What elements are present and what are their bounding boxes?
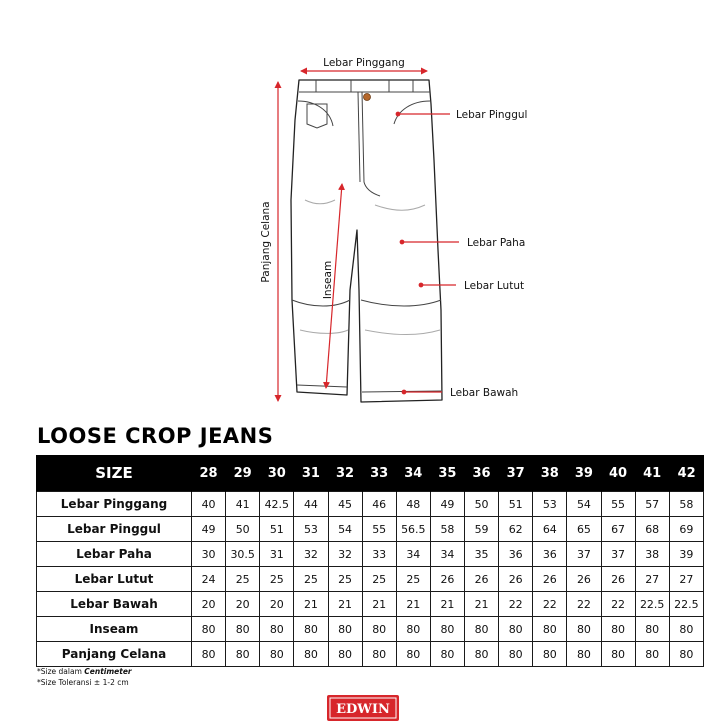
label-inseam: Inseam [322,260,334,300]
table-cell: 31 [260,542,294,567]
table-cell: 22.5 [669,592,703,617]
size-header-33: 33 [362,455,396,492]
table-cell: 20 [192,592,226,617]
table-cell: 32 [294,542,328,567]
jeans-outline [291,80,442,402]
table-cell: 34 [430,542,464,567]
table-cell: 80 [226,642,260,667]
table-cell: 21 [430,592,464,617]
size-header-label: SIZE [37,455,192,492]
table-cell: 80 [635,617,669,642]
table-cell: 80 [192,642,226,667]
table-cell: 80 [362,617,396,642]
button-rivet [364,94,371,101]
table-cell: 80 [430,617,464,642]
table-cell: 49 [430,492,464,517]
table-cell: 25 [226,567,260,592]
label-hip: Lebar Pinggul [456,109,528,121]
table-cell: 80 [396,617,430,642]
table-cell: 80 [499,642,533,667]
table-cell: 25 [260,567,294,592]
table-cell: 80 [260,617,294,642]
table-row [37,567,704,592]
row-label: Lebar Pinggang [37,492,192,517]
table-row [37,517,704,542]
table-cell: 27 [635,567,669,592]
table-cell: 27 [669,567,703,592]
product-title: LOOSE CROP JEANS [37,424,274,448]
table-cell: 22.5 [635,592,669,617]
size-header-39: 39 [567,455,601,492]
svg-text:EDWIN: EDWIN [336,702,390,717]
table-cell: 26 [499,567,533,592]
table-cell: 80 [328,642,362,667]
table-cell: 80 [192,617,226,642]
table-cell: 50 [226,517,260,542]
table-cell: 21 [328,592,362,617]
table-cell: 35 [465,542,499,567]
table-cell: 26 [601,567,635,592]
table-cell: 39 [669,542,703,567]
table-cell: 36 [499,542,533,567]
size-header-36: 36 [465,455,499,492]
table-cell: 26 [567,567,601,592]
table-cell: 54 [328,517,362,542]
table-cell: 50 [465,492,499,517]
table-cell: 48 [396,492,430,517]
table-cell: 21 [362,592,396,617]
table-cell: 67 [601,517,635,542]
size-header-30: 30 [260,455,294,492]
table-cell: 62 [499,517,533,542]
table-cell: 42.5 [260,492,294,517]
table-cell: 57 [635,492,669,517]
table-cell: 36 [533,542,567,567]
table-cell: 80 [567,642,601,667]
table-cell: 54 [567,492,601,517]
table-cell: 40 [192,492,226,517]
table-cell: 20 [260,592,294,617]
size-notes [37,666,132,688]
table-cell: 53 [294,517,328,542]
table-cell: 21 [396,592,430,617]
note-unit: *Size dalam Centimeter [37,667,132,676]
table-cell: 51 [499,492,533,517]
table-cell: 80 [567,617,601,642]
table-cell: 80 [328,617,362,642]
table-cell: 49 [192,517,226,542]
size-header-38: 38 [533,455,567,492]
size-header-42: 42 [669,455,703,492]
table-cell: 24 [192,567,226,592]
size-header-37: 37 [499,455,533,492]
table-cell: 37 [567,542,601,567]
table-cell: 22 [533,592,567,617]
table-cell: 26 [465,567,499,592]
table-cell: 80 [465,617,499,642]
size-header-34: 34 [396,455,430,492]
table-cell: 58 [669,492,703,517]
table-row [37,492,704,517]
size-header-40: 40 [601,455,635,492]
table-cell: 53 [533,492,567,517]
table-cell: 26 [430,567,464,592]
table-cell: 80 [294,642,328,667]
edwin-logo [327,695,399,721]
table-cell: 22 [567,592,601,617]
table-cell: 58 [430,517,464,542]
table-cell: 32 [328,542,362,567]
size-header-32: 32 [328,455,362,492]
table-cell: 22 [499,592,533,617]
table-cell: 30.5 [226,542,260,567]
label-thigh: Lebar Paha [467,237,526,249]
size-header-35: 35 [430,455,464,492]
table-cell: 80 [362,642,396,667]
table-cell: 25 [396,567,430,592]
size-header-28: 28 [192,455,226,492]
table-row [37,592,704,617]
table-cell: 55 [601,492,635,517]
row-label: Lebar Pinggul [37,517,192,542]
table-cell: 65 [567,517,601,542]
table-cell: 25 [294,567,328,592]
table-cell: 51 [260,517,294,542]
table-cell: 46 [362,492,396,517]
label-hem: Lebar Bawah [450,387,519,399]
table-cell: 64 [533,517,567,542]
size-header-31: 31 [294,455,328,492]
table-row [37,542,704,567]
table-cell: 21 [465,592,499,617]
table-cell: 25 [328,567,362,592]
table-cell: 30 [192,542,226,567]
row-label: Inseam [37,617,192,642]
table-cell: 80 [396,642,430,667]
table-cell: 80 [601,617,635,642]
table-cell: 80 [669,642,703,667]
table-row [37,617,704,642]
table-cell: 44 [294,492,328,517]
size-header-29: 29 [226,455,260,492]
table-cell: 22 [601,592,635,617]
label-waist: Lebar Pinggang [323,57,405,69]
table-cell: 34 [396,542,430,567]
table-cell: 55 [362,517,396,542]
table-cell: 56.5 [396,517,430,542]
table-cell: 80 [533,617,567,642]
table-cell: 38 [635,542,669,567]
table-cell: 45 [328,492,362,517]
table-cell: 33 [362,542,396,567]
label-knee: Lebar Lutut [464,280,525,292]
table-cell: 80 [465,642,499,667]
table-cell: 80 [533,642,567,667]
table-cell: 37 [601,542,635,567]
row-label: Lebar Paha [37,542,192,567]
table-cell: 80 [499,617,533,642]
table-cell: 80 [294,617,328,642]
table-cell: 80 [601,642,635,667]
table-cell: 21 [294,592,328,617]
table-cell: 59 [465,517,499,542]
table-cell: 26 [533,567,567,592]
table-cell: 80 [635,642,669,667]
table-cell: 41 [226,492,260,517]
table-row [37,642,704,667]
size-header-41: 41 [635,455,669,492]
table-cell: 68 [635,517,669,542]
size-table [36,455,704,667]
table-cell: 25 [362,567,396,592]
row-label: Lebar Lutut [37,567,192,592]
table-cell: 80 [260,642,294,667]
size-table-body [37,492,704,667]
row-label: Lebar Bawah [37,592,192,617]
table-cell: 20 [226,592,260,617]
label-length: Panjang Celana [260,201,272,283]
note-tolerance: *Size Toleransi ± 1-2 cm [37,678,129,687]
table-cell: 69 [669,517,703,542]
size-header-row [37,455,704,492]
row-label: Panjang Celana [37,642,192,667]
table-cell: 80 [226,617,260,642]
table-cell: 80 [430,642,464,667]
table-cell: 80 [669,617,703,642]
